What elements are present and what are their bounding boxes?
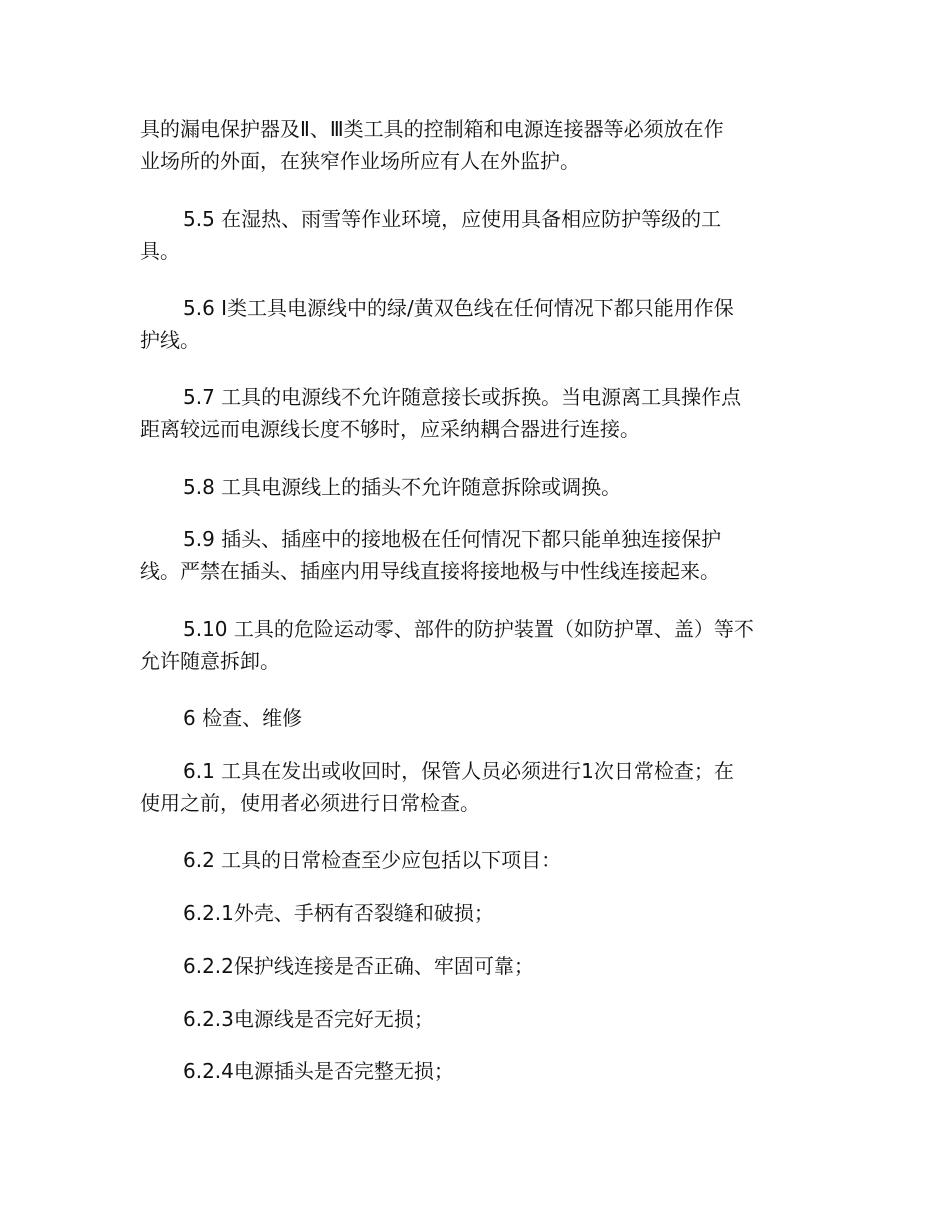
paragraph-5-8 (140, 471, 820, 503)
paragraph-continuation (140, 113, 820, 177)
text-line: 6.2.4电源插头是否完整无损； (183, 1059, 454, 1083)
paragraph-6-2-3 (140, 1003, 820, 1035)
text-line: 6.1 工具在发出或收回时，保管人员必须进行1次日常检查；在 (183, 759, 734, 783)
paragraph-5-10 (140, 613, 820, 677)
paragraph-5-9 (140, 523, 820, 587)
text-line: 5.6 Ⅰ类工具电源线中的绿/黄双色线在任何情况下都只能用作保 (183, 296, 734, 320)
text-line: 业场所的外面，在狭窄作业场所应有人在外监护。 (140, 149, 580, 173)
paragraph-6-2 (140, 844, 820, 876)
text-line: 使用之前，使用者必须进行日常检查。 (140, 791, 480, 815)
paragraph-6-2-2 (140, 950, 820, 982)
paragraph-6-2-1 (140, 897, 820, 929)
text-line: 6.2.1外壳、手柄有否裂缝和破损； (183, 901, 494, 925)
section-heading-6 (140, 702, 820, 734)
text-line: 6 检查、维修 (183, 706, 303, 730)
text-line: 线。严禁在插头、插座内用导线直接将接地极与中性线连接起来。 (140, 559, 720, 583)
text-line: 5.7 工具的电源线不允许随意接长或拆换。当电源离工具操作点 (183, 385, 742, 409)
text-line: 具的漏电保护器及Ⅱ、Ⅲ类工具的控制箱和电源连接器等必须放在作 (140, 117, 724, 141)
paragraph-5-5 (140, 203, 820, 267)
text-line: 5.8 工具电源线上的插头不允许随意拆除或调换。 (183, 475, 622, 499)
text-line: 6.2.2保护线连接是否正确、牢固可靠； (183, 954, 534, 978)
text-line: 5.5 在湿热、雨雪等作业环境，应使用具备相应防护等级的工 (183, 207, 722, 231)
text-line: 具。 (140, 239, 180, 263)
paragraph-5-6 (140, 292, 820, 356)
paragraph-6-1 (140, 755, 820, 819)
text-line: 护线。 (140, 328, 200, 352)
text-line: 5.10 工具的危险运动零、部件的防护装置（如防护罩、盖）等不 (183, 617, 754, 641)
text-line: 6.2.3电源线是否完好无损； (183, 1007, 434, 1031)
text-line: 距离较远而电源线长度不够时，应采纳耦合器进行连接。 (140, 417, 640, 441)
text-line: 6.2 工具的日常检查至少应包括以下项目： (183, 848, 562, 872)
text-line: 允许随意拆卸。 (140, 649, 280, 673)
paragraph-6-2-4 (140, 1055, 820, 1087)
text-line: 5.9 插头、插座中的接地极在任何情况下都只能单独连接保护 (183, 527, 722, 551)
paragraph-5-7 (140, 381, 820, 445)
